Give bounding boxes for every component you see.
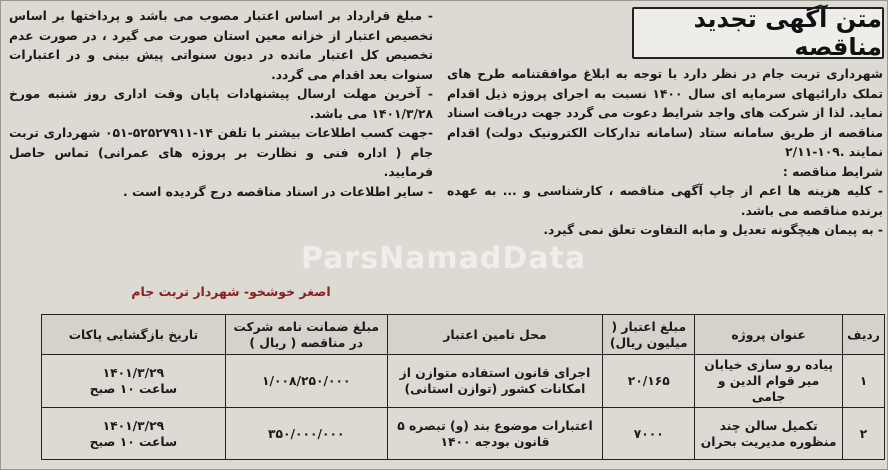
conditions-heading: شرایط مناقصه :: [782, 164, 883, 179]
opening-time: ساعت ۱۰ صبح: [89, 382, 178, 396]
opening-date: ۱۴۰۱/۳/۲۹: [102, 418, 165, 433]
opening-time: ساعت ۱۰ صبح: [89, 434, 178, 449]
table-header-row: [42, 315, 885, 355]
row-number: ۱: [843, 355, 885, 408]
credit-source: اعتبارات موضوع بند (و) تبصره ۵ قانون بودجه ۱۴۰۰: [387, 408, 603, 460]
opening-date-cell: [42, 355, 226, 408]
table-row: [42, 408, 885, 460]
mayor-signature: اصغر خوشخو- شهردار تربت جام: [131, 284, 331, 299]
condition-contract-amount: - مبلغ قرارداد بر اساس اعتبار مصوب می باشد و پرداختها بر اساس تخصیص اعتبار از خزانه معین استان صورت می گیرد ، در صورت عدم تخصیص کل اعتبار مانده در دیون سنواتی پیش بینی و در اعتبارات سنوات بعد اقدام می گردد.: [9, 9, 433, 82]
title-box: [632, 7, 884, 59]
opening-date-cell: [42, 408, 226, 460]
left-text-column: [9, 7, 433, 202]
guarantee-amount: ۳۵۰/۰۰۰/۰۰۰: [225, 408, 387, 460]
header-row-number: ردیف: [843, 315, 885, 355]
table-row: [42, 355, 885, 408]
credit-amount: ۷۰۰۰: [603, 408, 695, 460]
condition-contact-info: -جهت کسب اطلاعات بیشتر با تلفن ۱۴-۵۲۵۲۷۹۱۱-۰۵۱ شهرداری تربت جام ( اداره فنی و نظارت بر پروژه های عمرانی) تماس حاصل فرمایید.: [9, 126, 433, 179]
projects-table: [41, 314, 885, 460]
right-text-column: [447, 65, 883, 241]
opening-date: ۱۴۰۱/۳/۲۹: [102, 366, 165, 380]
guarantee-amount: ۱/۰۰۸/۲۵۰/۰۰۰: [225, 355, 387, 408]
credit-source: اجرای قانون استفاده متوازن از امکانات کشور (توازن استانی): [387, 355, 603, 408]
condition-deadline: - آخرین مهلت ارسال پیشنهادات پایان وقت اداری روز شنبه مورخ ۱۴۰۱/۳/۲۸ می باشد.: [9, 87, 433, 121]
header-credit-source: محل تامین اعتبار: [387, 315, 603, 355]
project-title: پیاده رو سازی خیابان میر قوام الدین و جامی: [695, 355, 843, 408]
header-opening-date: تاریخ بازگشایی پاکات: [42, 315, 226, 355]
header-project-title: عنوان پروژه: [695, 315, 843, 355]
project-title: تکمیل سالن چند منظوره مدیریت بحران: [695, 408, 843, 460]
header-guarantee-amount: مبلغ ضمانت نامه شرکت در مناقصه ( ریال ): [225, 315, 387, 355]
row-number: ۲: [843, 408, 885, 460]
watermark-text: ParsNamadData: [301, 241, 587, 276]
notice-title: متن آگهی تجدید مناقصه: [693, 5, 882, 61]
condition-other-info: - سایر اطلاعات در اسناد مناقصه درج گردیده است .: [123, 184, 433, 199]
credit-amount: ۲۰/۱۶۵: [603, 355, 695, 408]
intro-paragraph: شهرداری تربت جام در نظر دارد با توجه به ابلاغ موافقتنامه طرح های تملک دارائیهای سرمایه ای سال ۱۴۰۰ نسبت به اجرای پروژه ذیل اقدام نماید. لذا از شرکت های واجد شرایط دعوت می گردد جهت دریافت اسناد مناقصه از طریق سامانه ستاد (سامانه تدارکات الکترونیک دولت) اقدام نمایند .۱۰۹-۲/۱۱: [447, 67, 883, 159]
header-credit-amount: مبلغ اعتبار ( میلیون ریال): [603, 315, 695, 355]
condition-no-adjustment: - به پیمان هیچگونه تعدیل و مابه التفاوت تعلق نمی گیرد.: [543, 223, 883, 237]
condition-costs: - کلیه هزینه ها اعم از چاپ آگهی مناقصه ، کارشناسی و ... به عهده برنده مناقصه می باشد.: [447, 184, 883, 218]
